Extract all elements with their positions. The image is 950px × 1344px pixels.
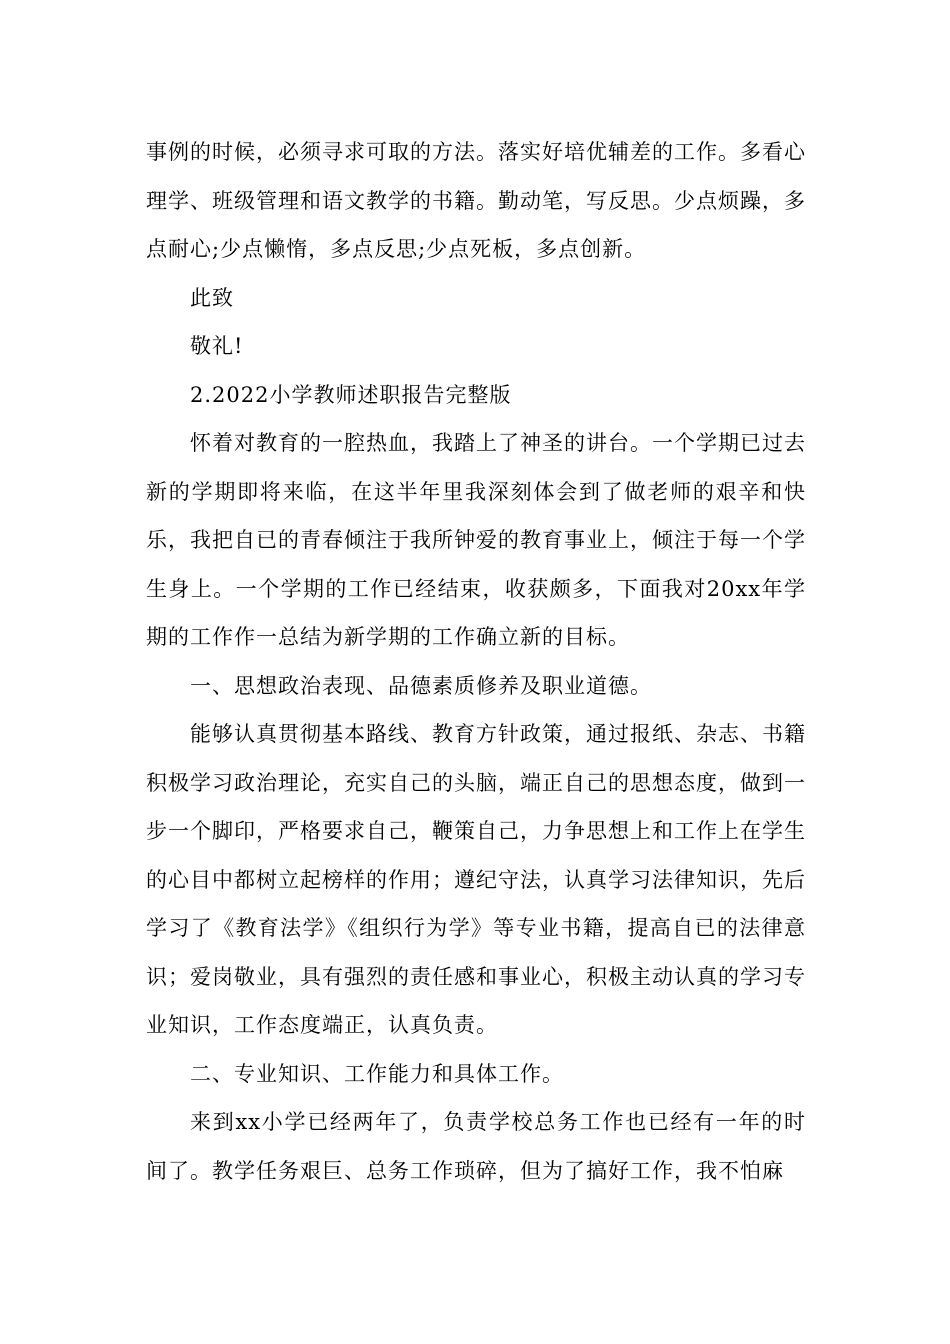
paragraph-continuation: 事例的时候，必须寻求可取的方法。落实好培优辅差的工作。多看心理学、班级管理和语文教学的书籍。勤动笔，写反思。少点烦躁，多点耐心;少点懒惰，多点反思;少点死板，多点创新。 xyxy=(146,140,806,261)
paragraph-politics: 能够认真贯彻基本路线、教育方针政策，通过报纸、杂志、书籍积极学习政治理论，充实自己的头脑，端正自己的思想态度，做到一步一个脚印，严格要求自己，鞭策自己，力争思想上和工作上在学生的心目中都树立起榜样的作用；遵纪守法，认真学习法律知识，先后学习了《教育法学》《组织行为学》等专业书籍，提高自已的法律意识；爱岗敬业，具有强烈的责任感和事业心，积极主动认真的学习专业知识，工作态度端正，认真负责。 xyxy=(146,722,806,1037)
subheading-work: 二、专业知识、工作能力和具体工作。 xyxy=(190,1061,564,1086)
paragraph-intro: 怀着对教育的一腔热血，我踏上了神圣的讲台。一个学期已过去新的学期即将来临，在这半年里我深刻体会到了做老师的艰辛和快乐，我把自已的青春倾注于我所钟爱的教育事业上，倾注于每一个学生身上。一个学期的工作已经结束，收获颇多，下面我对20xx年学期的工作作一总结为新学期的工作确立新的目标。 xyxy=(146,431,806,649)
subheading-politics: 一、思想政治表现、品德素质修养及职业道德。 xyxy=(190,673,652,698)
document-body xyxy=(146,128,806,1195)
closing-regards: 敬礼! xyxy=(190,334,244,358)
paragraph-work: 来到xx小学已经两年了，负责学校总务工作也已经有一年的时间了。教学任务艰巨、总务工作琐碎，但为了搞好工作，我不怕麻 xyxy=(146,1110,806,1183)
section-heading: 2.2022小学教师述职报告完整版 xyxy=(190,382,512,407)
closing-salutation: 此致 xyxy=(190,285,234,310)
